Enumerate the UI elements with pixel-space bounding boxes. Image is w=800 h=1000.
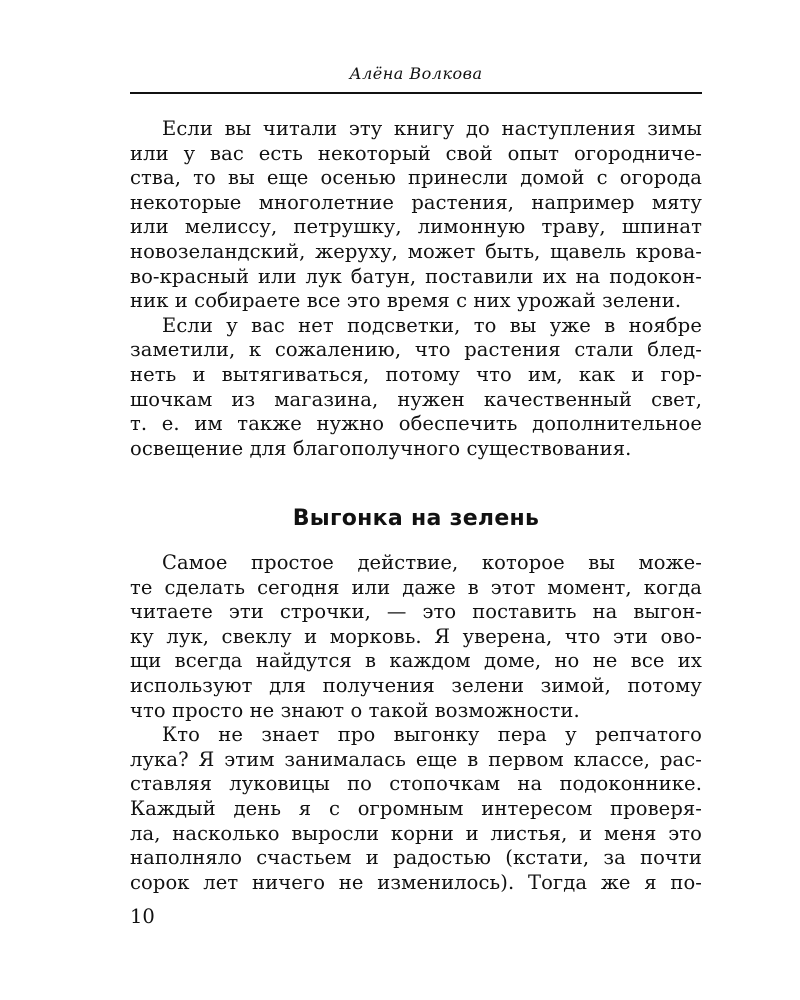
text-line: сорок лет ничего не изменилось). Тогда же я по-: [130, 870, 702, 894]
text-line: во-красный или лук батун, поставили их на подокон-: [130, 264, 702, 288]
text-line: неть и вытягиваться, потому что им, как и гор-: [130, 362, 702, 386]
running-head-author: Алёна Волкова: [349, 64, 483, 83]
section-paragraph-2: [130, 723, 702, 895]
page-number: 10: [130, 905, 155, 928]
text-line: ставляя луковицы по стопочкам на подоконнике.: [130, 772, 702, 796]
text-line: Если вы читали эту книгу до наступления зимы: [162, 117, 702, 140]
text-line: или у вас есть некоторый свой опыт огородниче-: [130, 141, 702, 165]
text-line: новозеландский, жеруху, может быть, щавель крова-: [130, 239, 702, 263]
text-line: освещение для благополучного существования.: [130, 436, 632, 460]
intro-paragraph-1: [130, 117, 702, 314]
text-line: ства, то вы еще осенью принесли домой с огорода: [130, 166, 702, 190]
text-line: что просто не знают о такой возможности.: [130, 698, 580, 722]
header-rule: [130, 92, 702, 94]
text-line: читаете эти строчки, — это поставить на выгон-: [130, 600, 702, 624]
text-line: заметили, к сожалению, что растения стали блед-: [130, 338, 702, 362]
text-line: лука? Я этим занималась еще в первом классе, рас-: [130, 747, 702, 771]
text-line: шочкам из магазина, нужен качественный свет,: [130, 387, 702, 411]
text-line: некоторые многолетние растения, например мяту: [130, 190, 702, 214]
text-line: т. е. им также нужно обеспечить дополнительное: [130, 412, 702, 436]
text-line: или мелиссу, петрушку, лимонную траву, шпинат: [130, 215, 702, 239]
text-line: ку лук, свеклу и морковь. Я уверена, что эти ово-: [130, 624, 702, 648]
text-line: те сделать сегодня или даже в этот момент, когда: [130, 575, 702, 599]
text-line: Кто не знает про выгонку пера у репчатого: [162, 723, 702, 747]
text-line: Если у вас нет подсветки, то вы уже в ноябре: [162, 313, 702, 337]
section-heading: Выгонка на зелень: [292, 506, 540, 531]
text-line: щи всегда найдутся в каждом доме, но не все их: [130, 649, 702, 673]
text-line: наполняло счастьем и радостью (кстати, за почти: [130, 846, 702, 870]
text-line: ник и собираете все это время с них урожай зелени.: [130, 289, 682, 313]
text-line: используют для получения зелени зимой, потому: [130, 673, 702, 697]
text-line: Каждый день я с огромным интересом проверя-: [130, 796, 702, 820]
section-paragraph-1: [130, 551, 702, 723]
intro-paragraph-2: [130, 314, 702, 462]
text-line: Самое простое действие, которое вы може-: [162, 551, 702, 574]
text-line: ла, насколько выросли корни и листья, и меня это: [130, 821, 702, 845]
